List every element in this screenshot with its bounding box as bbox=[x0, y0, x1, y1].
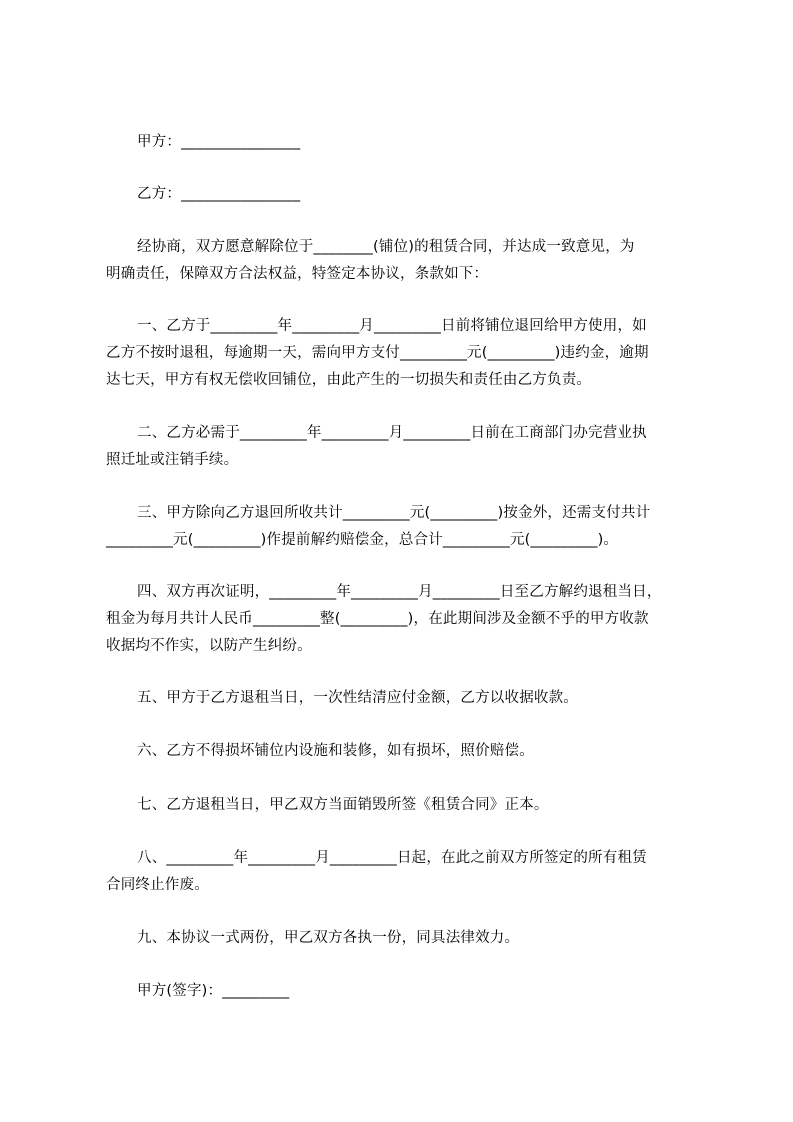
party-a-line: 甲方：________________ bbox=[137, 134, 301, 150]
clause-9-line: 九、本协议一式两份，甲乙双方各执一份，同具法律效力。 bbox=[137, 930, 520, 946]
intro-line-2: 明确责任，保障双方合法权益，特签定本协议，条款如下： bbox=[106, 266, 489, 282]
party-b-line: 乙方：________________ bbox=[137, 186, 301, 202]
clause-3-line-1: 三、甲方除向乙方退回所收共计_________元(_________)按金外，还需支付共计 bbox=[137, 505, 651, 521]
clause-1-line-1: 一、乙方于_________年_________月_________日前将铺位退回给甲方使用，如 bbox=[137, 318, 647, 334]
clause-8-line-1: 八、_________年_________月_________日起，在此之前双方所签定的所有租赁 bbox=[137, 850, 647, 866]
clause-2-line-1: 二、乙方必需于_________年_________月_________日前在工商部门办完营业执 bbox=[137, 425, 647, 441]
clause-6-line: 六、乙方不得损坏铺位内设施和装修，如有损坏，照价赔偿。 bbox=[137, 743, 534, 759]
clause-5-line: 五、甲方于乙方退租当日，一次性结清应付金额，乙方以收据收款。 bbox=[137, 690, 578, 706]
clause-8-line-2: 合同终止作废。 bbox=[106, 877, 209, 893]
clause-7-line: 七、乙方退租当日，甲乙双方当面销毁所签《租赁合同》正本。 bbox=[137, 797, 549, 813]
clause-3-line-2: _________元(_________)作提前解约赔偿金，总合计_________元(_________)。 bbox=[106, 532, 619, 548]
intro-line-1: 经协商，双方愿意解除位于________(铺位)的租赁合同，并达成一致意见，为 bbox=[137, 239, 635, 255]
clause-4-line-2: 租金为每月共计人民币_________整(_________)，在此期间涉及金额不乎的甲方收款 bbox=[106, 611, 649, 627]
clause-1-line-3: 达七天，甲方有权无偿收回铺位，由此产生的一切损失和责任由乙方负责。 bbox=[106, 372, 592, 388]
clause-4-line-1: 四、双方再次证明，_________年_________月_________日至乙方解约退租当日， bbox=[137, 584, 662, 600]
clause-1-line-2: 乙方不按时退租，每逾期一天，需向甲方支付_________元(_________)违约金，逾期 bbox=[106, 345, 649, 361]
clause-4-line-3: 收据均不作实，以防产生纠纷。 bbox=[106, 638, 312, 654]
clause-2-line-2: 照迁址或注销手续。 bbox=[106, 452, 239, 468]
signature-party-a: 甲方(签字)：_________ bbox=[137, 983, 290, 999]
